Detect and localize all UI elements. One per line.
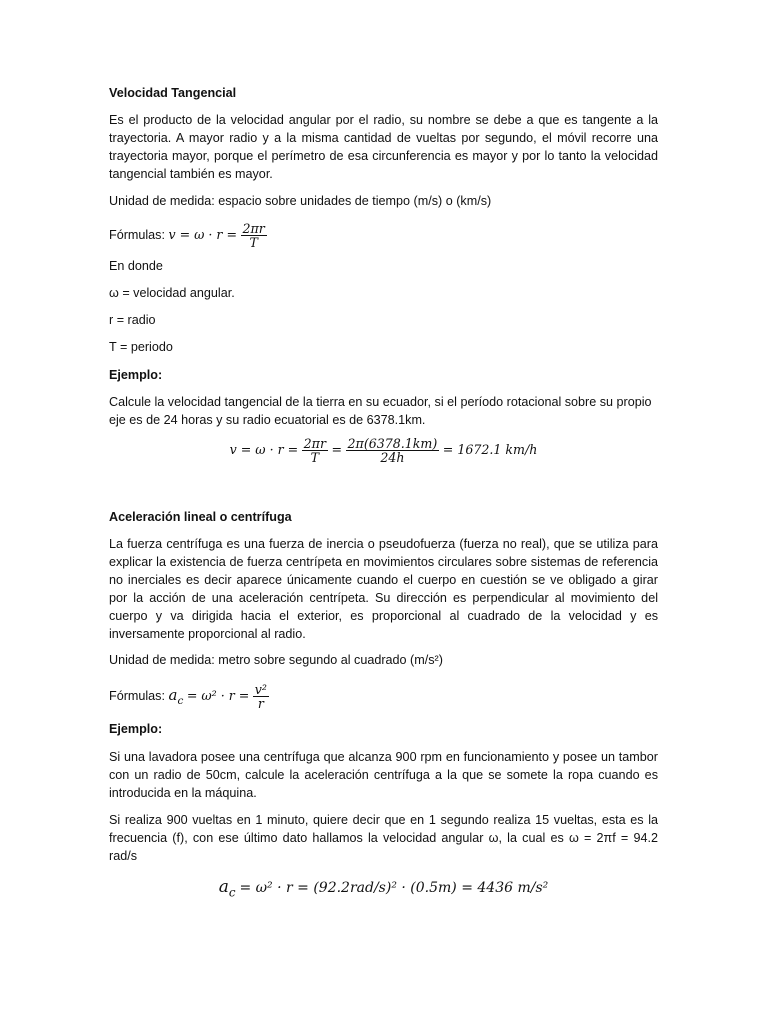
heading-velocidad-tangencial: Velocidad Tangencial xyxy=(109,86,237,100)
fraction-denominator: T xyxy=(249,235,258,251)
en-donde-line: En donde xyxy=(109,259,163,273)
equation-rest: = ω² · r = (92.2rad/s)² · (0.5m) = 4436 m/s² xyxy=(239,880,549,896)
unit-line-2: Unidad de medida: metro sobre segundo al cuadrado (m/s²) xyxy=(109,653,443,667)
formula-lhs: v = ω · r = xyxy=(168,227,238,242)
formula-fraction xyxy=(241,222,267,249)
solution-text: Si realiza 900 vueltas en 1 minuto, quiere decir que en 1 segundo realiza 15 vueltas, esta es la frecuencia (f), con ese último dato hallamos la velocidad angular ω, la cual es ω = 2πf = 94.2 rad/s xyxy=(109,813,658,863)
paragraph-velocidad-tangencial: Es el producto de la velocidad angular por el radio, su nombre se debe a que es tangente a la trayectoria. A mayor radio y a la misma cantidad de vueltas por segundo, el móvil recorre una trayectoria mayor, porque el perímetro de esa circunferencia es mayor y por lo tanto la velocidad tangencial también es mayor. xyxy=(109,113,658,181)
formula-line-1 xyxy=(109,221,658,249)
fraction-denominator: 24h xyxy=(380,450,405,466)
paragraph-aceleracion: La fuerza centrífuga es una fuerza de inercia o pseudofuerza (fuerza no real), que se utiliza para explicar la existencia de fuerza centrípeta en movimientos circulares sobre sistemas de referencia no inerciales es decir aparece únicamente cuando el cuerpo en cuestión se ve obligado a girar por la acción de una aceleración centrípeta. Su dirección es perpendicular al movimiento del cuerpo y va dirigida hacia el exterior, es proporcional al cuadrado de la velocidad y es inversamente proporcional al radio. xyxy=(109,537,658,641)
fraction-numerator: 2πr xyxy=(303,436,326,452)
unit-line-1: Unidad de medida: espacio sobre unidades de tiempo (m/s) o (km/s) xyxy=(109,194,492,208)
equation-result: = 1672.1 km/h xyxy=(442,442,538,457)
heading-aceleracion: Aceleración lineal o centrífuga xyxy=(109,510,292,524)
definition-T: T = periodo xyxy=(109,340,173,354)
equation-acceleration xyxy=(109,872,658,903)
fraction-numerator: 2πr xyxy=(242,221,265,237)
definition-r: r = radio xyxy=(109,313,156,327)
equation-fraction-1 xyxy=(302,437,328,464)
formula-label: Fórmulas: xyxy=(109,689,165,703)
formula-line-2 xyxy=(109,680,658,711)
equation-velocity: v = ω · r = $\frac{2\pi r}{T}$ = $\frac{2\pi(6378.1km)}{24h}$ = 1672.1 km/h xyxy=(229,436,538,466)
equation-lhs: v = ω · r = xyxy=(229,442,299,457)
formula-fraction xyxy=(253,683,269,710)
equation-fraction-2 xyxy=(346,437,440,464)
example-text-2: Si una lavadora posee una centrífuga que alcanza 900 rpm en funcionamiento y posee un tambor con un radio de 50cm, calcule la aceleración centrífuga a la que se somete la ropa cuando es introducida en la máquina. xyxy=(109,750,658,800)
formula-middle: = ω² · r = xyxy=(186,688,250,703)
formula-label: Fórmulas: xyxy=(109,228,165,242)
fraction-numerator: 2π(6378.1km) xyxy=(347,436,438,452)
formula-lhs: $a_c$ xyxy=(168,686,184,707)
example-text-1: Calcule la velocidad tangencial de la tierra en su ecuador, si el período rotacional sobre su propio eje es de 24 horas y su radio ecuatorial es de 6378.1km. xyxy=(109,395,652,427)
equation-lhs: $a_c$ xyxy=(218,877,236,900)
definition-omega: ω = velocidad angular. xyxy=(109,286,235,300)
example-label-2: Ejemplo: xyxy=(109,722,163,736)
example-label-1: Ejemplo: xyxy=(109,368,163,382)
fraction-numerator: v² xyxy=(254,682,267,698)
fraction-denominator: T xyxy=(310,450,320,466)
fraction-denominator: r xyxy=(257,696,264,712)
